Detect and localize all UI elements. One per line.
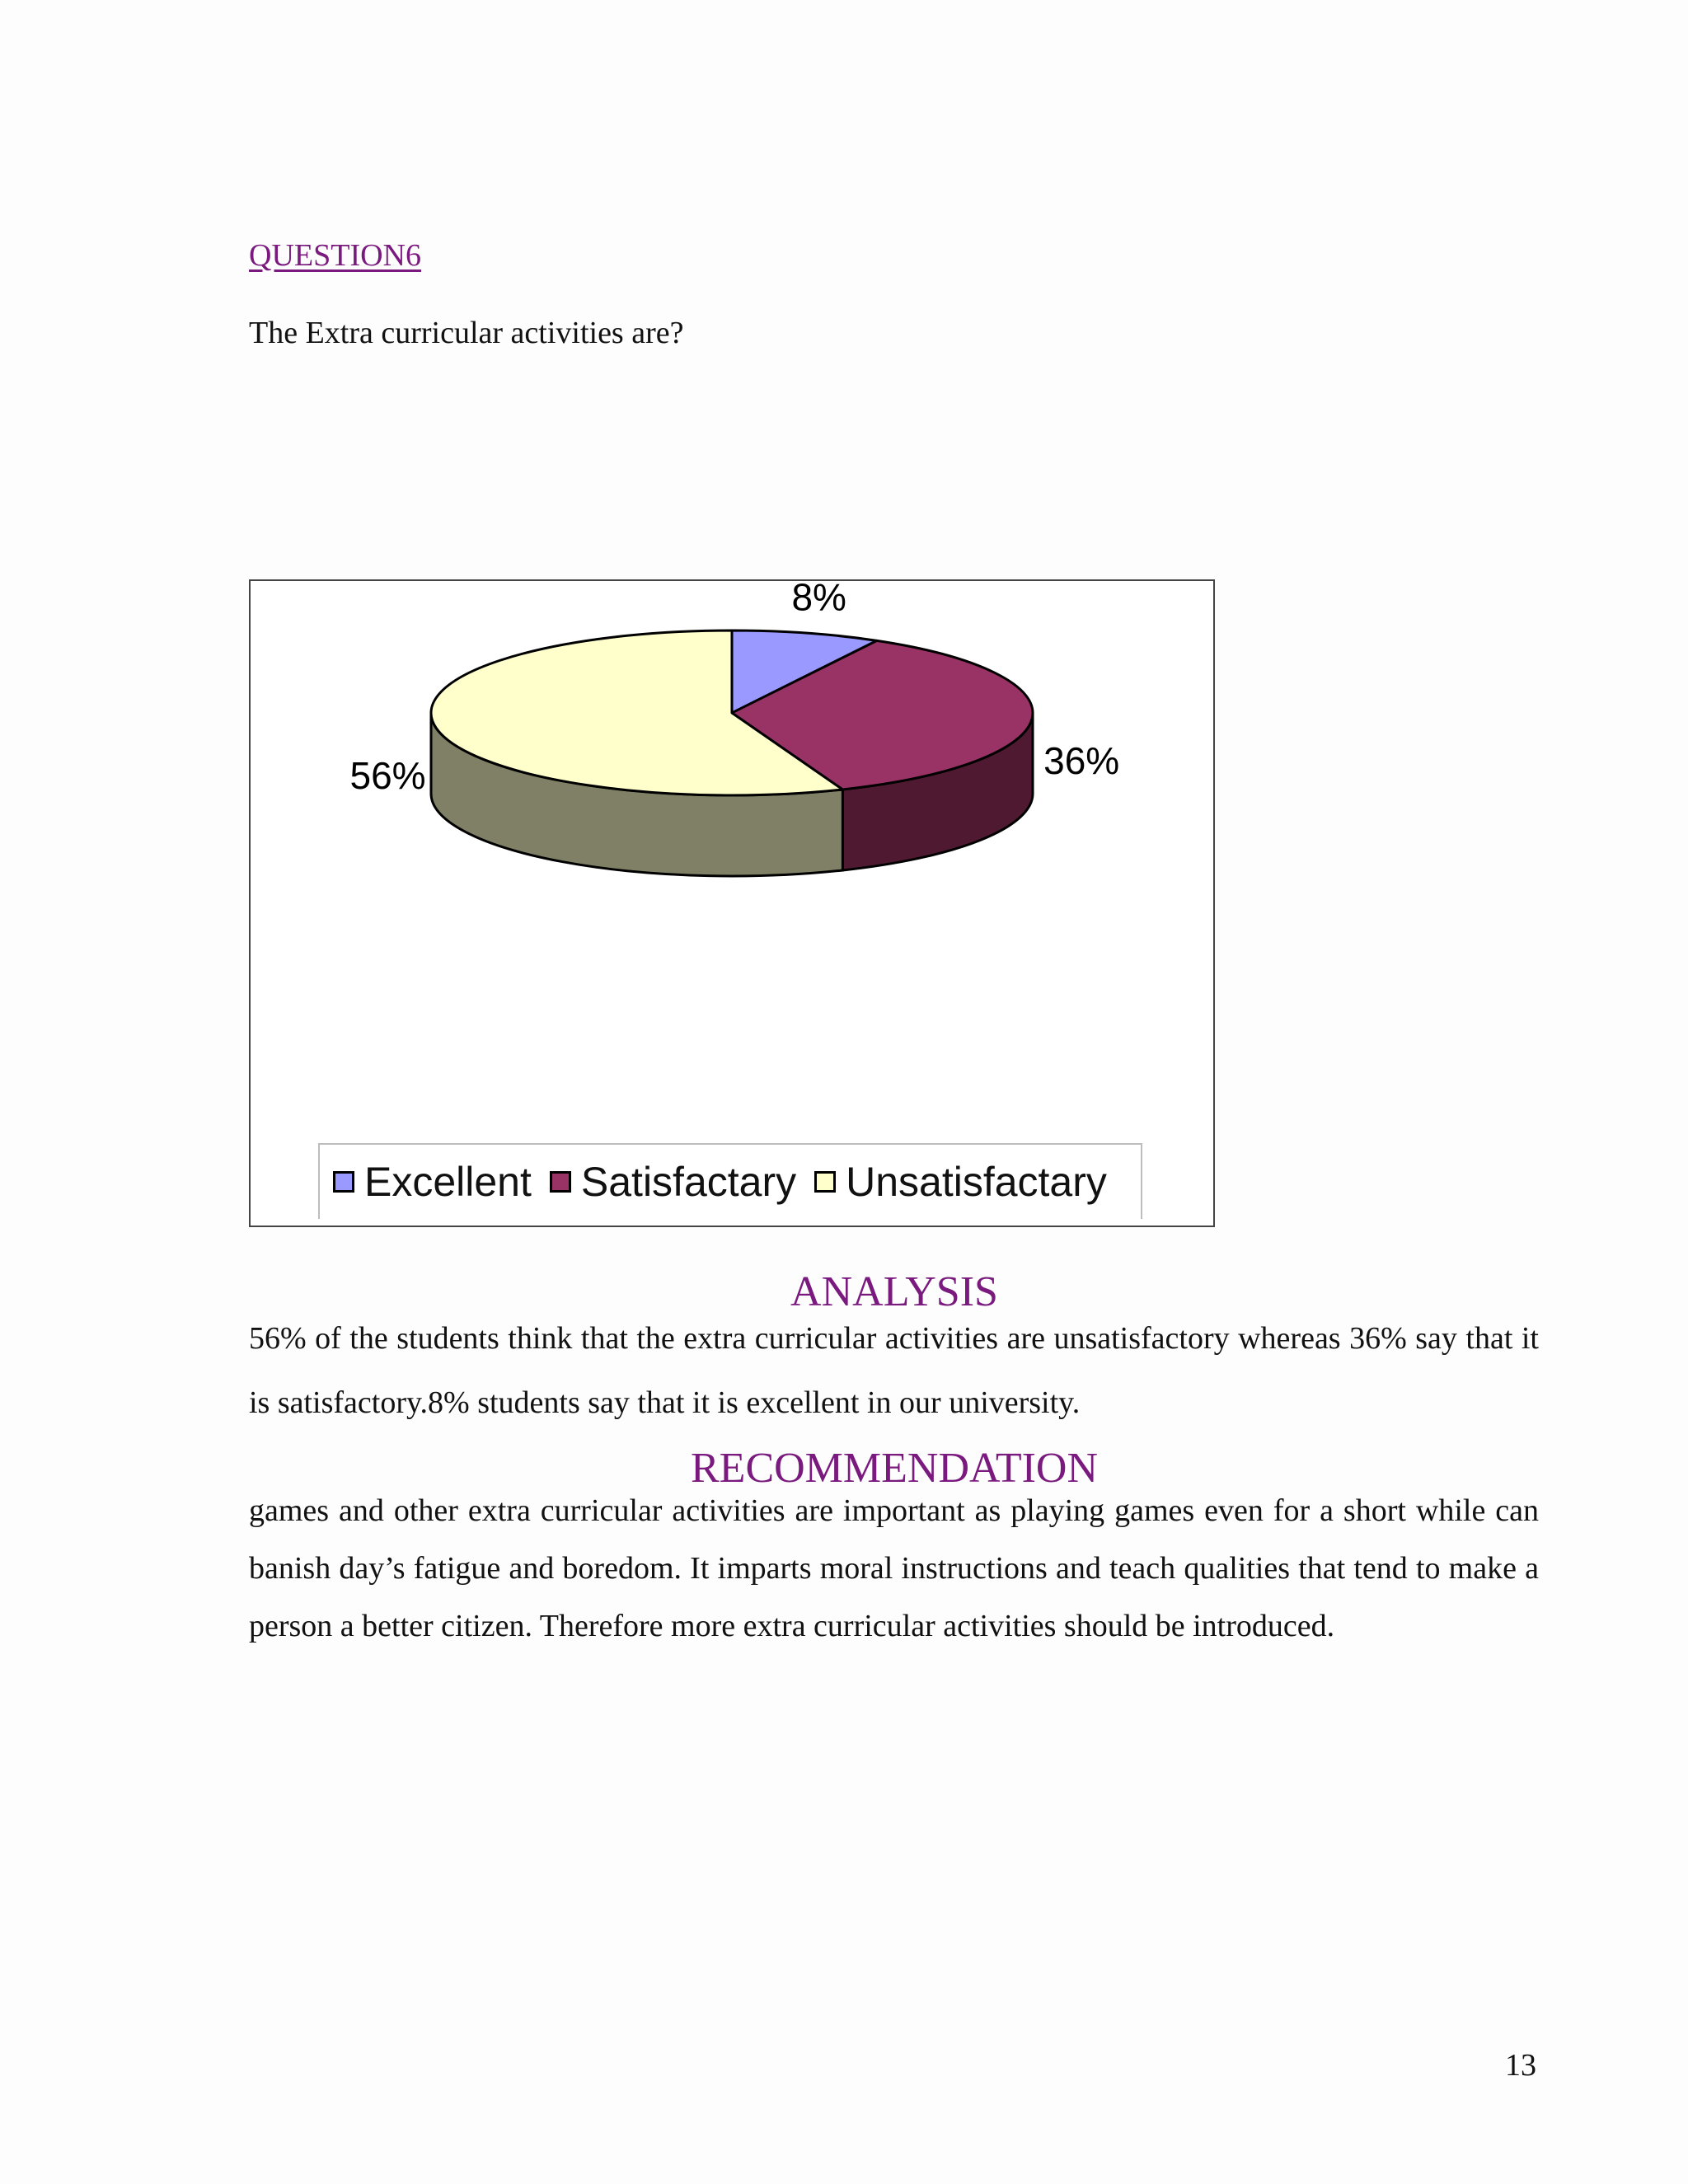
pie-chart [249, 579, 1215, 1227]
chart-legend [318, 1143, 1142, 1219]
legend-swatch-satisfactary [550, 1171, 571, 1193]
legend-swatch-excellent [333, 1171, 354, 1193]
legend-item-excellent [333, 1158, 532, 1206]
pie-label-excellent: 8% [791, 581, 846, 619]
analysis-text: 56% of the students think that the extra curricular activities are unsatisfactory whereas 36% say that it is satisfactory.8% students say that it is excellent in our university. [249, 1321, 1539, 1420]
question-heading[interactable]: QUESTION6 [249, 238, 421, 273]
recommendation-heading: RECOMMENDATION [691, 1445, 1098, 1492]
legend-swatch-unsatisfactary [814, 1171, 836, 1193]
question-text: The Extra curricular activities are? [249, 316, 684, 350]
legend-label-satisfactary: Satisfactary [580, 1159, 797, 1205]
recommendation-text: games and other extra curricular activities are important as playing games even for a short while can banish day’s fatigue and boredom. It imparts moral instructions and teach qualities that tend to make a person a better citizen. Therefore more extra curricular activities should be introduced. [249, 1493, 1539, 1643]
legend-label-unsatisfactary: Unsatisfactary [846, 1159, 1107, 1205]
legend-item-unsatisfactary [814, 1158, 1107, 1206]
analysis-heading: ANALYSIS [790, 1268, 998, 1315]
legend-item-satisfactary [550, 1158, 796, 1206]
pie-label-unsatisfactary: 56% [349, 754, 426, 798]
pie-chart-svg [251, 581, 1213, 1226]
pie-label-satisfactary: 36% [1043, 739, 1120, 783]
legend-label-excellent: Excellent [364, 1159, 532, 1205]
pie-top [431, 630, 1033, 795]
page-number: 13 [1505, 2048, 1536, 2083]
